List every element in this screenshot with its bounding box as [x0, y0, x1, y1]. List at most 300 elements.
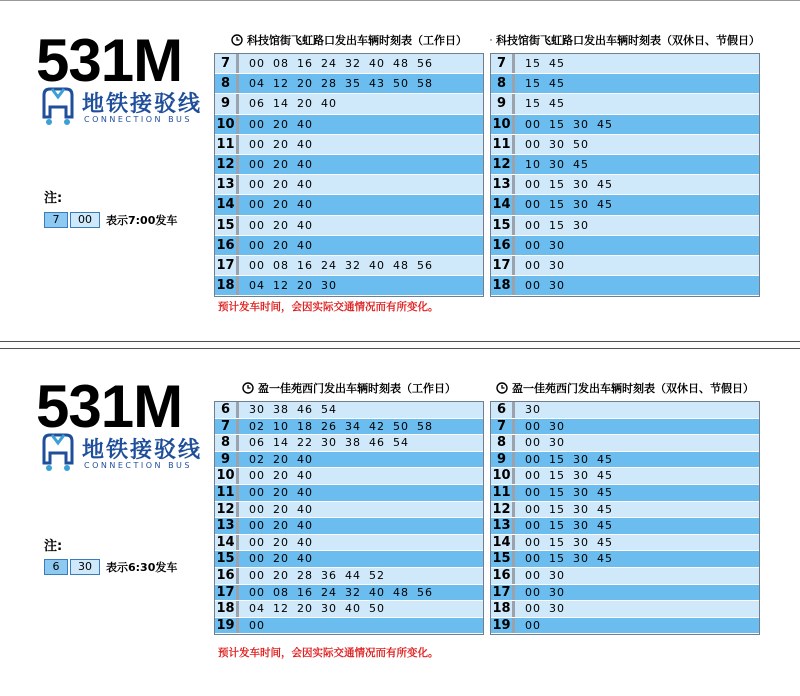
minutes-cell	[515, 518, 621, 534]
departure-minute: 00	[525, 452, 541, 466]
departure-minute: 30	[321, 279, 337, 293]
departure-minute: 06	[249, 97, 265, 111]
note-label: 注:	[44, 539, 63, 554]
table-row	[215, 74, 483, 94]
departure-minute: 45	[597, 469, 613, 483]
minutes-cell	[515, 585, 573, 601]
minutes-cell	[515, 468, 621, 484]
departure-minute: 00	[525, 502, 541, 516]
table-row	[491, 54, 759, 74]
departure-minute: 40	[297, 238, 313, 252]
departure-minute: 30	[321, 436, 337, 450]
minutes-cell	[239, 276, 345, 295]
departure-minute: 30	[549, 436, 565, 450]
departure-minute: 02	[249, 419, 265, 433]
departure-minute: 00	[525, 419, 541, 433]
table-row	[491, 502, 759, 519]
departure-minute: 00	[249, 178, 265, 192]
table-row	[215, 236, 483, 256]
departure-minute: 30	[573, 552, 589, 566]
departure-minute: 30	[573, 535, 589, 549]
departure-minute: 52	[369, 568, 385, 582]
note-text: 表示7:00发车	[106, 214, 178, 227]
table-row	[491, 256, 759, 276]
table-row	[491, 601, 759, 618]
timetable-rows	[490, 53, 760, 297]
departure-minute: 00	[525, 535, 541, 549]
departure-minute: 20	[273, 568, 289, 582]
minutes-cell	[239, 256, 441, 275]
minutes-cell	[239, 485, 321, 501]
hour-cell: 16	[215, 236, 239, 255]
departure-minute: 20	[273, 519, 289, 533]
departure-minute: 00	[525, 552, 541, 566]
hour-cell: 12	[491, 155, 515, 174]
departure-minute: 00	[525, 178, 541, 192]
note-minute-box: 00	[70, 212, 100, 228]
departure-minute: 40	[297, 535, 313, 549]
minutes-cell	[239, 54, 441, 73]
table-row	[215, 256, 483, 276]
table-row	[215, 468, 483, 485]
timetable-rows	[214, 53, 484, 297]
timetable-title	[490, 31, 760, 49]
departure-minute: 40	[297, 198, 313, 212]
departure-minute: 02	[249, 452, 265, 466]
departure-minute: 56	[417, 258, 433, 272]
timetable-rows	[214, 401, 484, 635]
departure-minute: 50	[369, 602, 385, 616]
departure-minute: 30	[573, 117, 589, 131]
table-row	[491, 485, 759, 502]
clock-icon	[490, 34, 492, 46]
hour-cell: 19	[491, 618, 515, 634]
departure-minute: 20	[273, 452, 289, 466]
departure-minute: 30	[549, 238, 565, 252]
table-row	[491, 175, 759, 195]
departure-minute: 45	[597, 117, 613, 131]
departure-minute: 45	[597, 485, 613, 499]
departure-minute: 00	[249, 535, 265, 549]
departure-minute: 08	[273, 57, 289, 70]
minutes-cell	[515, 535, 621, 551]
departure-minute: 24	[321, 585, 337, 599]
departure-minute: 00	[249, 198, 265, 212]
table-row	[215, 135, 483, 155]
departure-minute: 38	[273, 403, 289, 416]
departure-minute: 20	[273, 218, 289, 232]
minutes-cell	[239, 502, 321, 518]
weekend-timetable	[490, 31, 760, 297]
departure-minute: 00	[249, 57, 265, 70]
departure-minute: 00	[525, 469, 541, 483]
route-number: 531M	[36, 373, 183, 440]
departure-minute: 16	[297, 258, 313, 272]
minutes-cell	[515, 419, 573, 435]
table-row	[215, 216, 483, 236]
minutes-cell	[239, 94, 345, 113]
departure-minute: 00	[525, 137, 541, 151]
minutes-cell	[239, 115, 321, 134]
minutes-cell	[239, 402, 345, 418]
minutes-cell	[515, 601, 573, 617]
departure-minute: 34	[345, 419, 361, 433]
hour-cell: 18	[215, 276, 239, 295]
departure-minute: 00	[249, 157, 265, 171]
minutes-cell	[239, 435, 417, 451]
departure-minute: 45	[597, 198, 613, 212]
minutes-cell	[239, 568, 393, 584]
hour-cell: 6	[491, 402, 515, 418]
minutes-cell	[515, 435, 573, 451]
departure-minute: 22	[297, 436, 313, 450]
brand-name-cn: 地铁接驳线	[82, 438, 203, 463]
departure-minute: 35	[345, 77, 361, 91]
table-row	[491, 135, 759, 155]
minutes-cell	[515, 74, 573, 93]
departure-minute: 14	[273, 436, 289, 450]
minutes-cell	[239, 236, 321, 255]
bus-icon	[38, 431, 78, 475]
departure-minute: 15	[525, 97, 541, 111]
departure-minute: 45	[597, 178, 613, 192]
departure-minute: 40	[369, 258, 385, 272]
departure-minute: 00	[525, 117, 541, 131]
hour-cell: 15	[491, 551, 515, 567]
departure-minute: 30	[549, 568, 565, 582]
minutes-cell	[515, 236, 573, 255]
departure-minute: 15	[549, 552, 565, 566]
departure-minute: 00	[525, 279, 541, 293]
minutes-cell	[515, 115, 621, 134]
hour-cell: 17	[491, 585, 515, 601]
bus-icon	[38, 85, 78, 129]
hour-cell: 11	[491, 135, 515, 154]
minutes-cell	[515, 485, 621, 501]
departure-minute: 00	[525, 198, 541, 212]
disclaimer-text: 预计发车时间，会因实际交通情况而有所变化。	[218, 301, 439, 313]
table-row	[215, 452, 483, 469]
departure-minute: 08	[273, 258, 289, 272]
departure-minute: 00	[525, 485, 541, 499]
note-label: 注:	[44, 191, 63, 206]
table-row	[491, 568, 759, 585]
departure-minute: 40	[345, 602, 361, 616]
hour-cell: 14	[215, 195, 239, 214]
table-row	[215, 115, 483, 135]
table-row	[491, 585, 759, 602]
departure-minute: 30	[549, 258, 565, 272]
departure-minute: 20	[273, 198, 289, 212]
departure-minute: 12	[273, 602, 289, 616]
departure-minute: 12	[273, 77, 289, 91]
departure-minute: 00	[249, 552, 265, 566]
table-row	[491, 115, 759, 135]
departure-minute: 24	[321, 258, 337, 272]
departure-minute: 00	[249, 519, 265, 533]
table-row	[215, 175, 483, 195]
departure-minute: 30	[249, 403, 265, 416]
hour-cell: 18	[215, 601, 239, 617]
departure-minute: 20	[273, 238, 289, 252]
departure-minute: 20	[273, 535, 289, 549]
departure-minute: 20	[273, 117, 289, 131]
departure-minute: 30	[549, 157, 565, 171]
brand-name-en: CONNECTION BUS	[84, 461, 192, 470]
departure-minute: 45	[573, 157, 589, 171]
departure-minute: 15	[549, 218, 565, 232]
timetable-title	[490, 379, 760, 397]
departure-minute: 15	[549, 178, 565, 192]
departure-minute: 40	[369, 57, 385, 70]
departure-minute: 58	[417, 77, 433, 91]
departure-minute: 40	[321, 97, 337, 111]
hour-cell: 8	[215, 435, 239, 451]
table-row	[215, 419, 483, 436]
table-row	[215, 485, 483, 502]
departure-minute: 40	[297, 137, 313, 151]
hour-cell: 13	[215, 518, 239, 534]
departure-minute: 45	[549, 97, 565, 111]
departure-minute: 00	[249, 218, 265, 232]
departure-minute: 16	[297, 57, 313, 70]
hour-cell: 14	[491, 535, 515, 551]
departure-minute: 40	[297, 157, 313, 171]
timetable-title	[214, 379, 484, 397]
note-hour-box: 6	[44, 559, 68, 575]
departure-minute: 45	[597, 502, 613, 516]
departure-minute: 28	[297, 568, 313, 582]
minutes-cell	[515, 551, 621, 567]
departure-minute: 00	[525, 258, 541, 272]
hour-cell: 9	[491, 94, 515, 113]
departure-minute: 28	[321, 77, 337, 91]
departure-minute: 38	[345, 436, 361, 450]
departure-minute: 14	[273, 97, 289, 111]
hour-cell: 9	[491, 452, 515, 468]
note-example	[44, 559, 177, 575]
hour-cell: 11	[215, 485, 239, 501]
table-row	[215, 276, 483, 296]
departure-minute: 46	[369, 436, 385, 450]
hour-cell: 8	[491, 74, 515, 93]
table-row	[215, 402, 483, 419]
table-row	[491, 155, 759, 175]
departure-minute: 00	[525, 436, 541, 450]
departure-minute: 04	[249, 602, 265, 616]
departure-minute: 26	[321, 419, 337, 433]
departure-minute: 00	[525, 585, 541, 599]
clock-icon	[231, 34, 243, 46]
minutes-cell	[239, 601, 393, 617]
departure-minute: 16	[297, 585, 313, 599]
minutes-cell	[515, 135, 597, 154]
departure-minute: 48	[393, 57, 409, 70]
departure-minute: 48	[393, 585, 409, 599]
minutes-cell	[239, 585, 441, 601]
minutes-cell	[239, 175, 321, 194]
departure-minute: 30	[573, 485, 589, 499]
departure-minute: 30	[573, 218, 589, 232]
departure-minute: 40	[297, 502, 313, 516]
note-text: 表示6:30发车	[106, 561, 178, 574]
departure-minute: 10	[525, 157, 541, 171]
departure-minute: 43	[369, 77, 385, 91]
departure-minute: 30	[573, 469, 589, 483]
table-row	[491, 419, 759, 436]
departure-minute: 48	[393, 258, 409, 272]
departure-minute: 20	[273, 502, 289, 516]
departure-minute: 00	[525, 602, 541, 616]
departure-minute: 00	[249, 618, 265, 632]
departure-minute: 08	[273, 585, 289, 599]
departure-minute: 40	[297, 452, 313, 466]
departure-minute: 15	[549, 198, 565, 212]
table-row	[491, 452, 759, 469]
departure-minute: 00	[525, 218, 541, 232]
hour-cell: 7	[215, 54, 239, 73]
hour-cell: 10	[491, 115, 515, 134]
departure-minute: 40	[297, 178, 313, 192]
departure-minute: 20	[273, 137, 289, 151]
timetable-title	[214, 31, 484, 49]
departure-minute: 30	[573, 178, 589, 192]
departure-minute: 20	[273, 469, 289, 483]
table-row	[215, 502, 483, 519]
table-row	[491, 518, 759, 535]
departure-minute: 00	[249, 502, 265, 516]
departure-minute: 20	[297, 279, 313, 293]
departure-minute: 45	[597, 535, 613, 549]
table-row	[491, 74, 759, 94]
departure-minute: 40	[297, 117, 313, 131]
hour-cell: 14	[215, 535, 239, 551]
timetable-title-text: 科技馆街飞虹路口发出车辆时刻表（双休日、节假日）	[496, 34, 760, 47]
hour-cell: 9	[215, 94, 239, 113]
minutes-cell	[239, 551, 321, 567]
table-row	[491, 402, 759, 419]
departure-minute: 56	[417, 585, 433, 599]
minutes-cell	[515, 175, 621, 194]
note-example	[44, 212, 177, 228]
brand-name-cn: 地铁接驳线	[82, 92, 203, 117]
departure-minute: 30	[549, 279, 565, 293]
departure-minute: 32	[345, 258, 361, 272]
note-hour-box: 7	[44, 212, 68, 228]
timetable-title-text: 盈一佳苑西门发出车辆时刻表（工作日）	[258, 382, 456, 395]
hour-cell: 6	[215, 402, 239, 418]
minutes-cell	[239, 155, 321, 174]
minutes-cell	[515, 94, 573, 113]
departure-minute: 30	[549, 585, 565, 599]
brand-logo	[38, 431, 208, 477]
departure-minute: 30	[573, 198, 589, 212]
departure-minute: 30	[549, 602, 565, 616]
disclaimer-text: 预计发车时间，会因实际交通情况而有所变化。	[218, 647, 439, 659]
table-row	[215, 94, 483, 114]
departure-minute: 58	[417, 419, 433, 433]
departure-minute: 00	[249, 485, 265, 499]
minutes-cell	[515, 402, 549, 418]
weekday-timetable	[214, 31, 484, 297]
departure-minute: 40	[297, 552, 313, 566]
hour-cell: 7	[215, 419, 239, 435]
departure-minute: 40	[297, 519, 313, 533]
weekend-timetable	[490, 379, 760, 635]
minutes-cell	[239, 618, 273, 634]
weekday-timetable	[214, 379, 484, 635]
departure-minute: 45	[597, 452, 613, 466]
departure-minute: 15	[525, 57, 541, 70]
table-row	[215, 195, 483, 215]
departure-minute: 45	[597, 519, 613, 533]
hour-cell: 19	[215, 618, 239, 634]
minutes-cell	[515, 452, 621, 468]
hour-cell: 9	[215, 452, 239, 468]
departure-minute: 20	[273, 157, 289, 171]
hour-cell: 13	[491, 518, 515, 534]
departure-minute: 40	[297, 485, 313, 499]
hour-cell: 18	[491, 601, 515, 617]
departure-minute: 20	[297, 77, 313, 91]
departure-minute: 00	[249, 137, 265, 151]
departure-minute: 15	[549, 485, 565, 499]
departure-minute: 20	[273, 552, 289, 566]
departure-minute: 10	[273, 419, 289, 433]
departure-minute: 30	[549, 137, 565, 151]
departure-minute: 20	[297, 602, 313, 616]
table-row	[491, 435, 759, 452]
hour-cell: 8	[491, 435, 515, 451]
hour-cell: 10	[215, 468, 239, 484]
departure-minute: 00	[525, 238, 541, 252]
departure-minute: 06	[249, 436, 265, 450]
hour-cell: 18	[491, 276, 515, 295]
departure-minute: 45	[549, 57, 565, 70]
departure-minute: 30	[573, 519, 589, 533]
departure-minute: 00	[249, 117, 265, 131]
table-row	[215, 618, 483, 635]
departure-minute: 00	[249, 238, 265, 252]
departure-minute: 54	[321, 403, 337, 416]
hour-cell: 10	[491, 468, 515, 484]
minutes-cell	[515, 618, 549, 634]
departure-minute: 36	[321, 568, 337, 582]
departure-minute: 45	[549, 77, 565, 91]
departure-minute: 24	[321, 57, 337, 70]
table-row	[215, 435, 483, 452]
schedule-panel-yingyijiayuan	[0, 348, 800, 696]
hour-cell: 11	[215, 135, 239, 154]
departure-minute: 00	[525, 618, 541, 632]
departure-minute: 15	[549, 535, 565, 549]
departure-minute: 20	[297, 97, 313, 111]
clock-icon	[242, 382, 254, 394]
minutes-cell	[239, 135, 321, 154]
hour-cell: 12	[491, 502, 515, 518]
hour-cell: 11	[491, 485, 515, 501]
table-row	[491, 551, 759, 568]
table-row	[215, 551, 483, 568]
hour-cell: 16	[491, 236, 515, 255]
schedule-panel-kejiguan	[0, 0, 800, 342]
departure-minute: 40	[369, 585, 385, 599]
departure-minute: 44	[345, 568, 361, 582]
departure-minute: 32	[345, 57, 361, 70]
departure-minute: 30	[549, 419, 565, 433]
note-minute-box: 30	[70, 559, 100, 575]
departure-minute: 00	[249, 258, 265, 272]
